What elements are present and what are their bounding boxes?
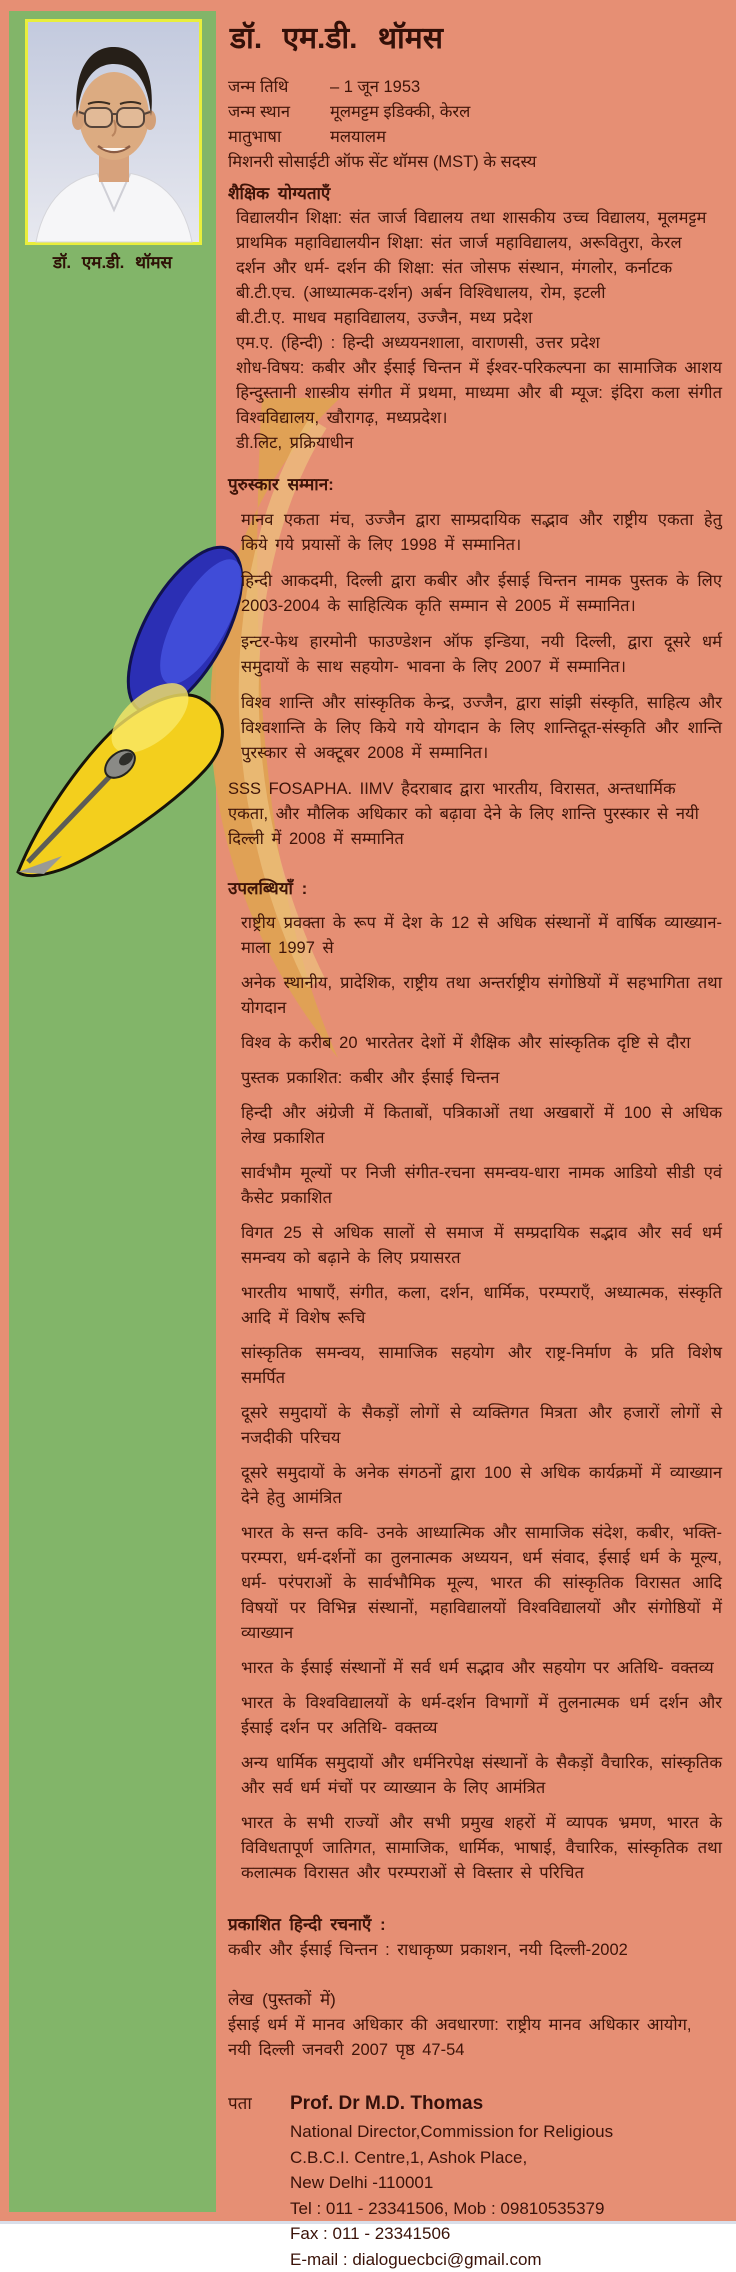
page-title: डॉ. एम.डी. थॉमस xyxy=(230,16,722,57)
birth-date-label: जन्म तिथि xyxy=(228,75,330,100)
publication-item: कबीर और ईसाई चिन्तन : राधाकृष्ण प्रकाशन, नयी दिल्ली-2002 xyxy=(228,1938,722,1963)
address-block xyxy=(290,2091,613,2272)
address-line-telephone: Tel : 011 - 23341506, Mob : 09810535379 xyxy=(290,2196,613,2222)
article-item: ईसाई धर्म में मानव अधिकार की अवधारणा: राष्ट्रीय मानव अधिकार आयोग, नयी दिल्ली जनवरी 2007 पृष्ठ 47-54 xyxy=(228,2013,722,2063)
portrait-photo xyxy=(25,19,202,245)
award-item: मानव एकता मंच, उज्जैन द्वारा साम्प्रदायिक सद्भाव और राष्ट्रीय एकता हेतु किये गये प्रयासों के लिए 1998 में सम्मानित। xyxy=(228,508,722,558)
sidebar-green-panel xyxy=(9,11,216,2212)
award-item: हिन्दी आकदमी, दिल्ली द्वारा कबीर और ईसाई चिन्तन नामक पुस्तक के लिए 2003-2004 के साहित्यिक कृति सम्मान से 2005 में सम्मानित। xyxy=(228,569,722,619)
achievement-item: पुस्तक प्रकाशित: कबीर और ईसाई चिन्तन xyxy=(228,1066,722,1091)
achievement-item: दूसरे समुदायों के सैकड़ों लोगों से व्यक्तिगत मित्रता और हजारों लोगों से नजदीकी परिचय xyxy=(228,1401,722,1451)
address-line: C.B.C.I. Centre,1, Ashok Place, xyxy=(290,2145,613,2171)
birth-place-value: मूलमट्टम इडिक्की, केरल xyxy=(330,100,722,125)
address-label: पता xyxy=(228,2091,290,2272)
education-item: डी.लिट, प्रक्रियाधीन xyxy=(228,431,722,456)
section-articles xyxy=(228,1987,722,2063)
achievement-item: विगत 25 से अधिक सालों से समाज में सम्प्रदायिक सद्भाव और सर्व धर्म समन्वय को बढ़ाने के लिए प्रयासरत xyxy=(228,1221,722,1271)
address-line-email: E-mail : dialoguecbci@gmail.com xyxy=(290,2247,613,2272)
publications-heading: प्रकाशित हिन्दी रचनाएँ : xyxy=(228,1912,722,1937)
achievements-heading: उपलब्धियाँ : xyxy=(228,876,722,901)
award-item: इन्टर-फेथ हारमोनी फाउण्डेशन ऑफ इन्डिया, नयी दिल्ली, द्वारा दूसरे धर्म समुदायों के साथ सहयोग- भावना के लिए 2007 में सम्मानित। xyxy=(228,630,722,680)
articles-heading: लेख (पुस्तकों में) xyxy=(228,1987,722,2012)
award-item: SSS FOSAPHA. IIMV हैदराबाद द्वारा भारतीय, विरासत, अन्तधार्मिक एकता, और मौलिक अधिकार को बढ़ावा देने के लिए शान्ति पुरस्कार से नयी दिल्ली में 2008 में सम्मानित xyxy=(228,777,722,852)
achievement-item: भारतीय भाषाएँ, संगीत, कला, दर्शन, धार्मिक, परम्पराएँ, अध्यात्मक, संस्कृति आदि में विशेष रूचि xyxy=(228,1281,722,1331)
achievement-item: अनेक स्थानीय, प्रादेशिक, राष्ट्रीय तथा अन्तर्राष्ट्रीय संगोष्ठियों में सहभागिता तथा योगदान xyxy=(228,971,722,1021)
achievement-item: विश्व के करीब 20 भारतेतर देशों में शैक्षिक और सांस्कृतिक दृष्टि से दौरा xyxy=(228,1031,722,1056)
mother-tongue-value: मलयालम xyxy=(330,125,722,150)
education-item: प्राथमिक महाविद्यालयीन शिक्षा: संत जार्ज महाविद्यालय, अरूवितुरा, केरल xyxy=(228,231,722,256)
education-item: एम.ए. (हिन्दी) : हिन्दी अध्ययनशाला, वाराणसी, उत्तर प्रदेश xyxy=(228,331,722,356)
achievement-item: दूसरे समुदायों के अनेक संगठनों द्वारा 100 से अधिक कार्यक्रमों में व्याख्यान देने हेतु आमंत्रित xyxy=(228,1461,722,1511)
achievement-item: हिन्दी और अंग्रेजी में किताबों, पत्रिकाओं तथा अखबारों में 100 से अधिक लेख प्रकाशित xyxy=(228,1101,722,1151)
info-row-birth-date xyxy=(228,75,722,100)
achievement-item: सार्वभौम मूल्यों पर निजी संगीत-रचना समन्वय-धारा नामक आडियो सीडी एवं कैसेट प्रकाशित xyxy=(228,1161,722,1211)
education-item: बी.टी.एच. (आध्यात्मक-दर्शन) अर्बन विश्विधालय, रोम, इटली xyxy=(228,281,722,306)
section-awards xyxy=(228,472,722,852)
achievement-item: सांस्कृतिक समन्वय, सामाजिक सहयोग और राष्ट्र-निर्माण के प्रति विशेष समर्पित xyxy=(228,1341,722,1391)
achievement-item: भारत के सन्त कवि- उनके आध्यात्मिक और सामाजिक संदेश, कबीर, भक्ति-परम्परा, धर्म-दर्शनों का तुलनात्मक अध्ययन, धर्म संवाद, ईसाई धर्म के मूल्य, धर्म- परंपराओं के सार्वभौमिक मूल्य, भारत की सांस्कृतिक विरासत आदि विषयों पर विभिन्न संस्थानों, महाविद्यालयों विश्वविद्यालयों और संगोष्ठियों में व्याख्यान xyxy=(228,1521,722,1646)
education-heading: शैक्षिक योग्यताएँ xyxy=(228,181,722,206)
section-publications xyxy=(228,1912,722,1963)
birth-date-value: – 1 जून 1953 xyxy=(330,75,722,100)
address-name: Prof. Dr M.D. Thomas xyxy=(290,2091,613,2117)
scan-edge-strip xyxy=(0,2221,736,2224)
education-item: बी.टी.ए. माधव महाविद्यालय, उज्जैन, मध्य प्रदेश xyxy=(228,306,722,331)
mother-tongue-label: मातुभाषा xyxy=(228,125,330,150)
education-item: दर्शन और धर्म- दर्शन की शिक्षा: संत जोसफ संस्थान, मंगलोर, कर्नाटक xyxy=(228,256,722,281)
awards-heading: पुरुस्कार सम्मान: xyxy=(228,472,722,497)
address-line-fax: Fax : 011 - 23341506 xyxy=(290,2221,613,2247)
achievement-item: भारत के ईसाई संस्थानों में सर्व धर्म सद्भाव और सहयोग पर अतिथि- वक्तव्य xyxy=(228,1656,722,1681)
info-row-mother-tongue xyxy=(228,125,722,150)
address-line: National Director,Commission for Religious xyxy=(290,2119,613,2145)
section-achievements xyxy=(228,876,722,1886)
birth-place-label: जन्म स्थान xyxy=(228,100,330,125)
award-item: विश्व शान्ति और सांस्कृतिक केन्द्र, उज्जैन, द्वारा सांझी संस्कृति, साहित्य और विश्वशान्ति के लिए किये गये योगदान के लिए शान्तिदूत-संस्कृति और शान्ति पुरस्कार से अक्टूबर 2008 में सम्मानित। xyxy=(228,691,722,766)
achievement-item: अन्य धार्मिक समुदायों और धर्मनिरपेक्ष संस्थानों के सैकड़ों वैचारिक, सांस्कृतिक और सर्व धर्म मंचों पर व्याख्यान के लिए आमंत्रित xyxy=(228,1751,722,1801)
section-address xyxy=(228,2091,722,2272)
education-item: हिन्दुस्तानी शास्त्रीय संगीत में प्रथमा, माध्यमा और बी म्यूज: इंदिरा कला संगीत विश्वविद्यालय, खौरागढ़, मध्यप्रदेश। xyxy=(228,381,722,431)
membership-line: मिशनरी सोसाईटी ऑफ सेंट थॉमस (MST) के सदस्य xyxy=(228,150,722,175)
achievement-item: राष्ट्रीय प्रवक्ता के रूप में देश के 12 से अधिक संस्थानों में वार्षिक व्याख्यान- माला 1997 से xyxy=(228,911,722,961)
education-item: शोध-विषय: कबीर और ईसाई चिन्तन में ईश्वर-परिकल्पना का सामाजिक आशय xyxy=(228,356,722,381)
achievement-item: भारत के विश्वविद्यालयों के धर्म-दर्शन विभागों में तुलनात्मक धर्म दर्शन और ईसाई दर्शन पर अतिथि- वक्तव्य xyxy=(228,1691,722,1741)
info-row-birth-place xyxy=(228,100,722,125)
education-item: विद्यालयीन शिक्षा: संत जार्ज विद्यालय तथा शासकीय उच्च विद्यालय, मूलमट्टम xyxy=(228,206,722,231)
portrait-photo-image xyxy=(28,22,199,242)
address-line: New Delhi -110001 xyxy=(290,2170,613,2196)
achievement-item: भारत के सभी राज्यों और सभी प्रमुख शहरों में व्यापक भ्रमण, भारत के विविधतापूर्ण जातिगत, सामाजिक, धार्मिक, भाषाई, वैचारिक, सांस्कृतिक तथा कलात्मक विरासत और परम्पराओं से विस्तार से परिचित xyxy=(228,1811,722,1886)
section-education xyxy=(228,181,722,456)
photo-caption: डॉ. एम.डी. थॉमस xyxy=(9,250,216,273)
content-column xyxy=(228,12,722,2272)
